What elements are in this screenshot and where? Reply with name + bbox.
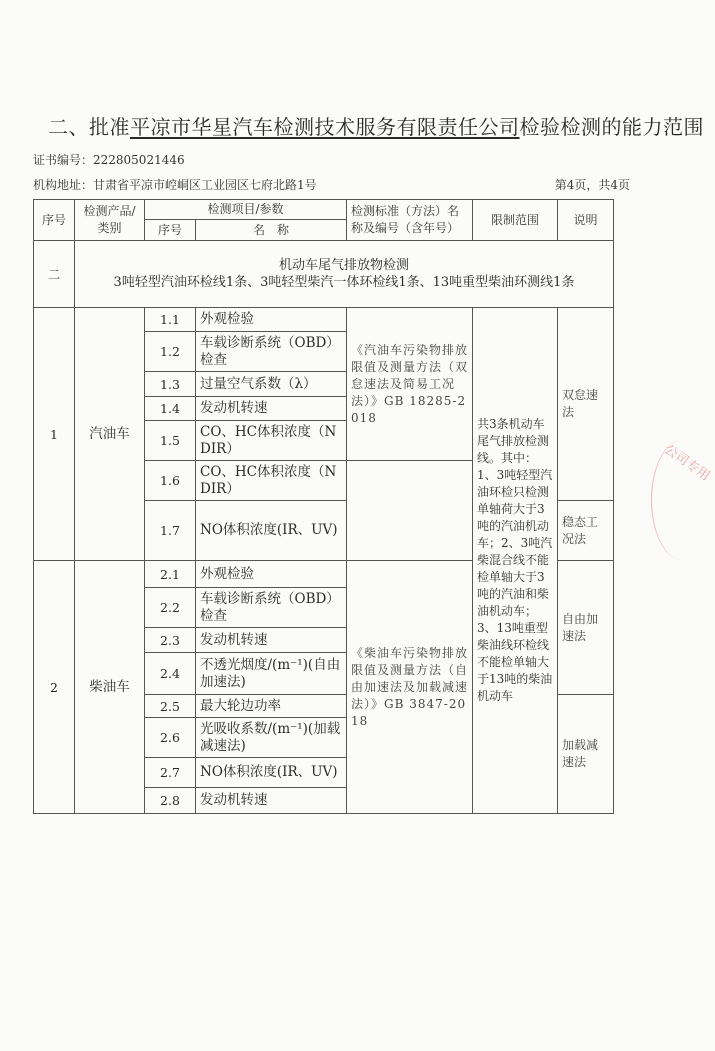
institution-address: 机构地址：甘肃省平凉市崆峒区工业园区七府北路1号 — [33, 178, 317, 192]
capability-table — [33, 199, 614, 814]
item-name: 光吸收系数/(m⁻¹)(加载减速法) — [196, 718, 347, 758]
item-name: 发动机转速 — [196, 397, 347, 421]
item-number: 1.7 — [145, 501, 196, 561]
item-number: 2.6 — [145, 718, 196, 758]
header-seq: 序号 — [34, 200, 75, 241]
limit-range: 共3条机动车尾气排放检测线。其中：1、3吨轻型汽油环检只检测单轴荷大于3吨的汽油机动车；2、3吨汽柴混合线不能检单轴大于3吨的汽油和柴油机动车；3、13吨重型柴油线环检线不能检单轴大于13吨的柴油机动车 — [473, 308, 558, 814]
item-name: 最大轮边功率 — [196, 695, 347, 718]
item-name: NO体积浓度(IR、UV) — [196, 501, 347, 561]
header-product: 检测产品/类别 — [75, 200, 145, 241]
group-number: 1 — [34, 308, 75, 561]
header-note: 说明 — [558, 200, 614, 241]
company-seal — [651, 440, 714, 560]
page-title — [48, 111, 704, 140]
item-name: 发动机转速 — [196, 628, 347, 653]
item-name: 车载诊断系统（OBD）检查 — [196, 588, 347, 628]
item-number: 2.8 — [145, 788, 196, 814]
product-category: 汽油车 — [75, 308, 145, 561]
item-number: 2.5 — [145, 695, 196, 718]
item-number: 1.3 — [145, 372, 196, 397]
section-lines: 3吨轻型汽油环检线1条、3吨轻型柴汽一体环检线1条、13吨重型柴油环测线1条 — [113, 275, 575, 290]
item-name: 外观检验 — [196, 561, 347, 588]
header-standard: 检测标准（方法）名称及编号（含年号） — [347, 200, 473, 241]
item-number: 2.3 — [145, 628, 196, 653]
item-number: 1.2 — [145, 332, 196, 372]
method-note: 稳态工况法 — [558, 501, 614, 561]
header-row — [34, 200, 614, 220]
section-description — [75, 241, 614, 308]
header-limit: 限制范围 — [473, 200, 558, 241]
item-name: CO、HC体积浓度（NDIR） — [196, 421, 347, 461]
header-sub-seq: 序号 — [145, 220, 196, 241]
product-category: 柴油车 — [75, 561, 145, 814]
item-number: 1.4 — [145, 397, 196, 421]
seal-text: 公司专用 — [661, 442, 713, 485]
item-number: 2.2 — [145, 588, 196, 628]
item-name: 发动机转速 — [196, 788, 347, 814]
page-number: 第4页，共4页 — [554, 178, 630, 192]
header-name: 名 称 — [196, 220, 347, 241]
test-standard: 《柴油车污染物排放限值及测量方法（自由加速法及加载减速法）》GB 3847-2018 — [347, 561, 473, 814]
item-name: 外观检验 — [196, 308, 347, 332]
table-row — [34, 308, 614, 332]
item-name: CO、HC体积浓度（NDIR） — [196, 461, 347, 501]
item-name: NO体积浓度(IR、UV) — [196, 758, 347, 788]
test-standard: 《汽油车污染物排放限值及测量方法（双怠速法及简易工况法）》GB 18285-2018 — [347, 308, 473, 461]
method-note: 自由加速法 — [558, 561, 614, 695]
item-number: 2.1 — [145, 561, 196, 588]
section-row — [34, 241, 614, 308]
header-project: 检测项目/参数 — [145, 200, 347, 220]
section-title: 机动车尾气排放物检测 — [279, 258, 410, 273]
organization-name: 平凉市华星汽车检测技术服务有限责任公司 — [130, 115, 520, 139]
item-number: 1.6 — [145, 461, 196, 501]
item-name: 不透光烟度/(m⁻¹)(自由加速法) — [196, 653, 347, 695]
item-number: 2.7 — [145, 758, 196, 788]
item-number: 1.1 — [145, 308, 196, 332]
method-note: 加载减速法 — [558, 695, 614, 814]
section-number: 二 — [34, 241, 75, 308]
item-name: 车载诊断系统（OBD）检查 — [196, 332, 347, 372]
item-name: 过量空气系数（λ） — [196, 372, 347, 397]
item-number: 2.4 — [145, 653, 196, 695]
group-number: 2 — [34, 561, 75, 814]
standard-blank — [347, 461, 473, 561]
certificate-number: 证书编号：222805021446 — [33, 153, 185, 167]
title-prefix: 二、批准 — [48, 115, 130, 139]
title-suffix: 检验检测的能力范围 — [519, 115, 704, 139]
method-note: 双怠速法 — [558, 308, 614, 501]
item-number: 1.5 — [145, 421, 196, 461]
